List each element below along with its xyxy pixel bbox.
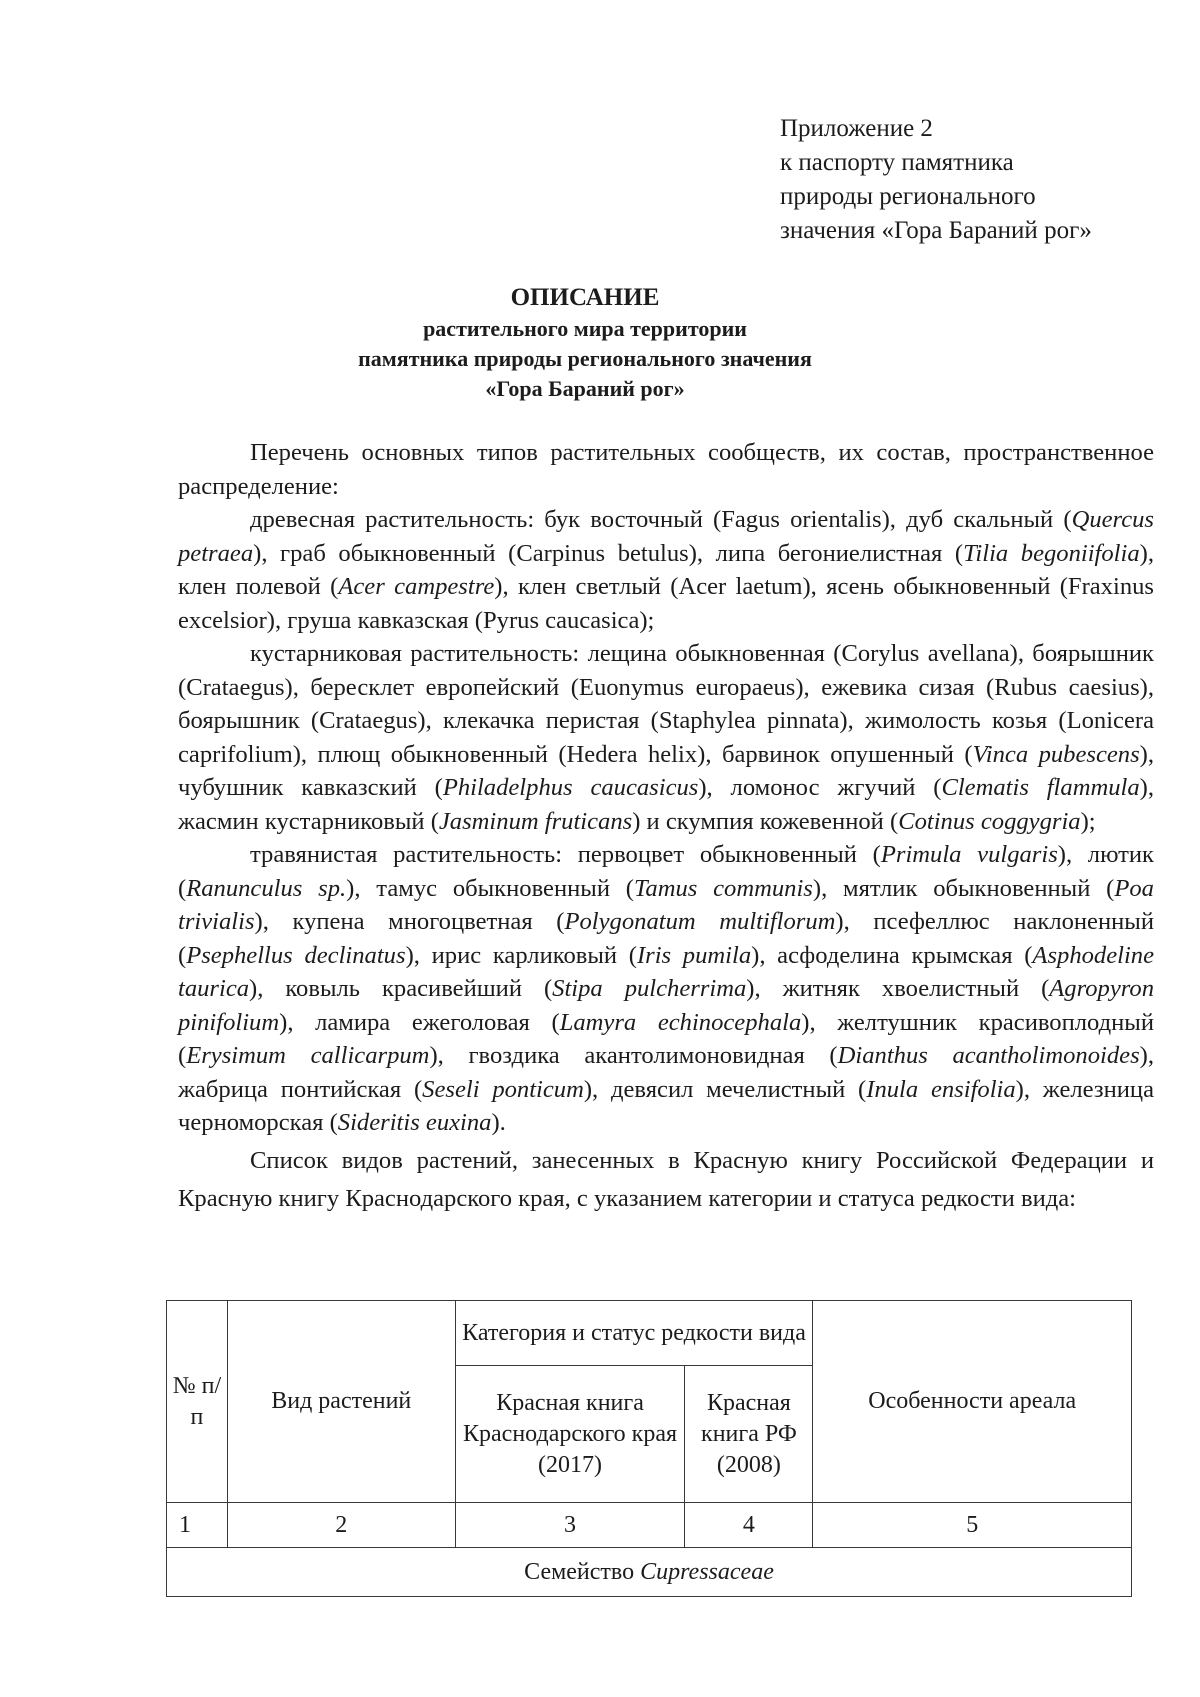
red-book-table (166, 1300, 1132, 1597)
paragraph-herbs: травянистая растительность: первоцвет обыкновенный (Primula vulgaris), лютик (Ranunculus sp.), тамус обыкновенный (Tamus communis), мятлик обыкновенный (Poa trivialis), купена многоцветная (Polygonatum multiflorum), псефеллюс наклоненный (Psephellus declinatus), ирис карликовый (Iris pumila), асфоделина крымская (Asphodeline taurica), ковыль красивейший (Stipa pulcherrima), житняк хвоелистный (Agropyron pinifolium), ламира ежеголовая (Lamyra echinocephala), желтушник красивоплодный (Erysimum callicarpum), гвоздика акантолимоновидная (Dianthus acantholimonoides), жабрица понтийская (Seseli ponticum), девясил мечелистный (Inula ensifolia), железница черноморская (Sideritis euxina). (178, 841, 1155, 1136)
table-header-row (167, 1301, 1132, 1366)
title-subtitle: «Гора Бараний рог» (485, 376, 685, 401)
header-num: № п/п (167, 1301, 228, 1503)
appendix-line: Приложение 2 (780, 115, 933, 142)
title-subtitle: растительного мира территории (423, 316, 747, 341)
document-body (178, 436, 1154, 1218)
paragraph-shrubs: кустарниковая растительность: лещина обыкновенная (Corylus avellana), боярышник (Crataegus), бересклет европейский (Euonymus europaeus), ежевика сизая (Rubus caesius), боярышник (Crataegus), клекачка перистая (Staphylea pinnata), жимолость козья (Lonicera caprifolium), плющ обыкновенный (Hedera helix), барвинок опушенный (Vinca pubescens), чубушник кавказский (Philadelphus caucasicus), ломонос жгучий (Clematis flammula), жасмин кустарниковый (Jasminum fruticans) и скумпия кожевенной (Cotinus coggygria); (178, 640, 1154, 835)
header-species: Вид растений (227, 1301, 455, 1503)
title-subtitle: памятника природы регионального значения (358, 346, 812, 371)
column-number: 4 (685, 1503, 813, 1548)
paragraph-trees: древесная растительность: бук восточный (Fagus orientalis), дуб скальный (Quercus petraea), граб обыкновенный (Carpinus betulus), липа бегониелистная (Tilia begoniifolia), клен полевой (Acer campestre), клен светлый (Acer laetum), ясень обыкновенный (Fraxinus excelsior), груша кавказская (Pyrus caucasica); (178, 506, 1155, 634)
header-category: Категория и статус редкости вида (455, 1301, 813, 1366)
family-name: Cupressaceae (640, 1558, 774, 1585)
column-number: 2 (227, 1503, 455, 1548)
table-family-row (167, 1548, 1132, 1597)
appendix-line: природы регионального (780, 183, 1036, 210)
column-number: 1 (167, 1503, 228, 1548)
appendix-line: значения «Гора Бараний рог» (780, 217, 1092, 244)
appendix-line: к паспорту памятника (780, 149, 1014, 176)
column-number: 5 (813, 1503, 1132, 1548)
appendix-header (780, 112, 1092, 248)
header-range: Особенности ареала (813, 1301, 1132, 1503)
table-column-numbers-row (167, 1503, 1132, 1548)
column-number: 3 (455, 1503, 685, 1548)
header-red-book-krasnodar: Красная книга Краснодарского края (2017) (455, 1366, 685, 1503)
paragraph-intro: Перечень основных типов растительных сообществ, их состав, пространственное распределение: (178, 439, 1154, 500)
family-cell (167, 1548, 1132, 1597)
title-main: ОПИСАНИЕ (510, 284, 660, 311)
family-prefix: Семейство (524, 1558, 641, 1585)
header-red-book-rf: Красная книга РФ (2008) (685, 1366, 813, 1503)
paragraph-list-intro: Список видов растений, занесенных в Красную книгу Российской Федерации и Красную книгу Краснодарского края, с указанием категории и статуса редкости вида: (178, 1146, 1154, 1212)
document-title (160, 282, 1010, 404)
